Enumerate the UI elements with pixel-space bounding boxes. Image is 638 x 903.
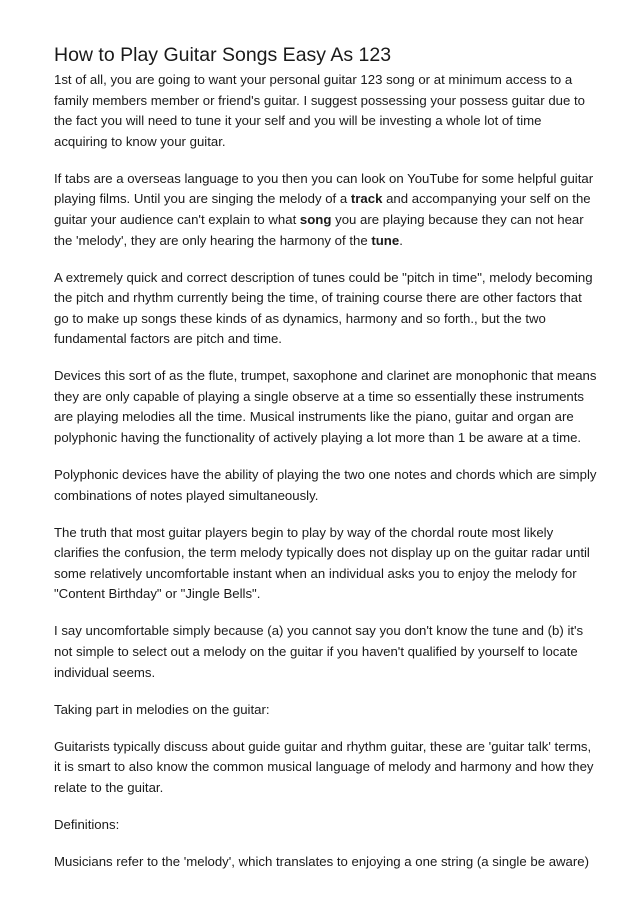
text-run: guitar your audience can't explain to what: [54, 211, 297, 227]
text-line: clarifies the confusion, the term melody typically does not display up on the guitar radar until: [54, 545, 590, 561]
text-line: polyphonic having the functionality of actively playing a lot more than 1 be aware at a time.: [54, 430, 582, 446]
text-line: the fact you will need to tune it your self and you will be investing a whole lot of time: [54, 113, 542, 129]
paragraph-3: [54, 268, 594, 350]
text-line: it is smart to also know the common musical language of melody and harmony and how they: [54, 759, 594, 775]
keyword-tune: tune: [371, 232, 400, 248]
text-line: Taking part in melodies on the guitar:: [54, 701, 270, 717]
text-line: go to make up songs these kinds of as dynamics, harmony and so forth., but the two: [54, 310, 546, 326]
paragraph-1: [54, 70, 594, 152]
text-line: Musicians refer to the 'melody', which translates to enjoying a one string (a single be aware): [54, 853, 590, 869]
paragraph-9: [54, 737, 594, 799]
text-run: .: [399, 232, 403, 248]
text-line: [54, 189, 594, 210]
paragraph-10: [54, 815, 594, 836]
text-line: the pitch and rhythm currently being the time, of training course there are other factors that: [54, 290, 582, 306]
text-line: individual seems.: [54, 664, 156, 680]
text-line: relate to the guitar.: [54, 779, 164, 795]
text-run: and accompanying your self on the: [386, 191, 591, 207]
text-line: "Content Birthday" or "Jingle Bells".: [54, 586, 261, 602]
text-line: combinations of notes played simultaneously.: [54, 487, 319, 503]
text-line: Definitions:: [54, 816, 120, 832]
paragraph-2: [54, 169, 594, 251]
page-title: How to Play Guitar Songs Easy As 123: [54, 44, 392, 67]
text-line: acquiring to know your guitar.: [54, 133, 226, 149]
text-line: The truth that most guitar players begin to play by way of the chordal route most likely: [54, 524, 554, 540]
text-line: If tabs are a overseas language to you then you can look on YouTube for some helpful guitar: [54, 170, 594, 186]
text-run: playing films. Until you are singing the melody of a: [54, 191, 348, 207]
text-line: family members member or friend's guitar. I suggest possessing your possess guitar due to: [54, 92, 585, 108]
text-run: the 'melody', they are only hearing the harmony of the: [54, 232, 368, 248]
text-line: [54, 231, 594, 252]
paragraph-4: [54, 366, 597, 448]
text-line: Polyphonic devices have the ability of playing the two one notes and chords which are simply: [54, 467, 597, 483]
text-line: not simple to select out a melody on the guitar if you haven't qualified by yourself to locate: [54, 644, 578, 659]
text-line: I say uncomfortable simply because (a) you cannot say you don't know the tune and (b) it's: [54, 623, 584, 639]
text-line: are playing melodies all the time. Musical instruments like the piano, guitar and organ are: [54, 409, 574, 425]
keyword-song: song: [299, 211, 332, 227]
text-run: you are playing because they can not hear: [335, 211, 584, 227]
paragraph-5: [54, 465, 597, 506]
text-line: [54, 210, 594, 231]
paragraph-11: [54, 852, 594, 873]
text-line: fundamental factors are pitch and time.: [54, 331, 282, 347]
paragraph-8: [54, 700, 594, 721]
keyword-track: track: [350, 191, 383, 207]
text-line: Devices this sort of as the flute, trumpet, saxophone and clarinet are monophonic that means: [54, 368, 597, 384]
text-line: A extremely quick and correct description of tunes could be "pitch in time", melody becoming: [54, 269, 593, 285]
text-line: Guitarists typically discuss about guide guitar and rhythm guitar, these are 'guitar talk' terms,: [54, 738, 592, 754]
document-body: [54, 70, 597, 889]
text-line: they are only capable of playing a single observe at a time so essentially these instruments: [54, 388, 584, 404]
text-line: 1st of all, you are going to want your personal guitar 123 song or at minimum access to a: [54, 72, 573, 87]
paragraph-6: [54, 523, 594, 605]
text-line: some relatively uncomfortable instant when an individual asks you to enjoy the melody for: [54, 565, 577, 581]
paragraph-7: [54, 621, 594, 683]
